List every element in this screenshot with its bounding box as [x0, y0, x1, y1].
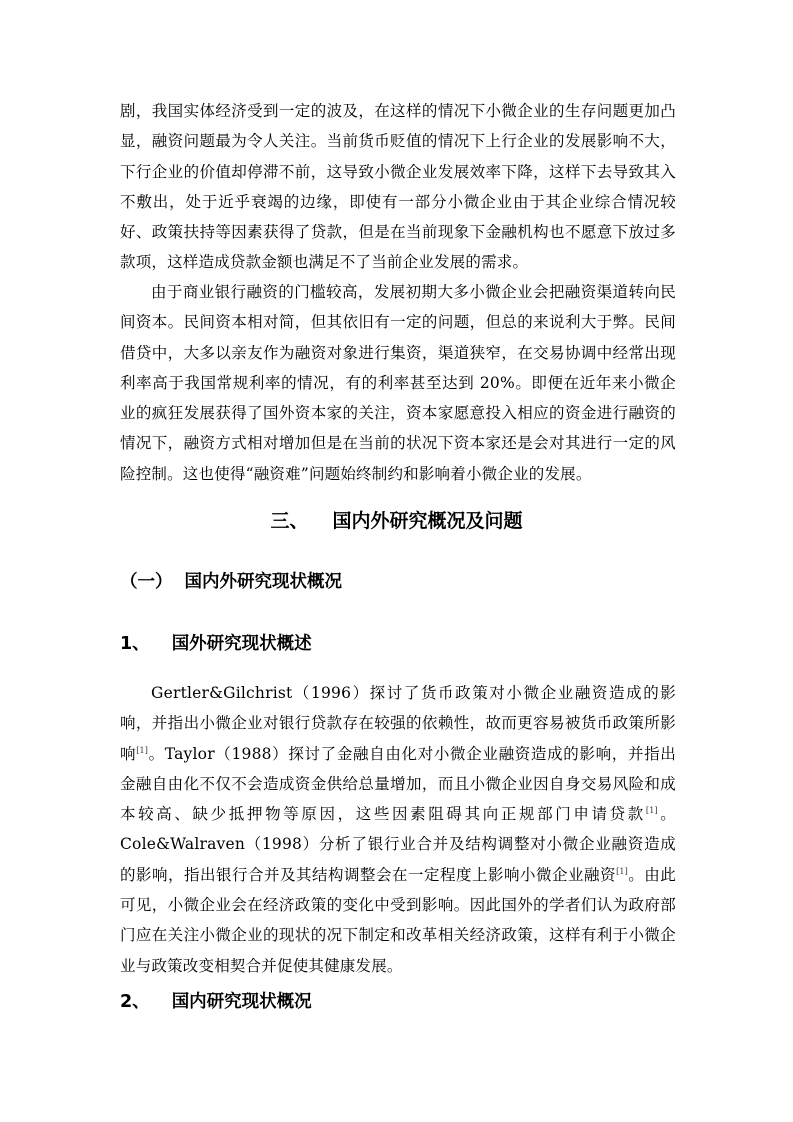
item-title: 国外研究现状概述 — [171, 634, 312, 654]
citation-marker[interactable]: [1] — [136, 745, 149, 755]
item-number: 1、 — [120, 634, 150, 654]
subsection-heading-1 — [120, 570, 342, 594]
subsection-number: （一） — [120, 572, 173, 592]
subsection-title: 国内外研究现状概况 — [184, 572, 342, 592]
paragraph-intro-continuation: 剧，我国实体经济受到一定的波及，在这样的情况下小微企业的生存问题更加凸显，融资问题最为令人关注。当前货币贬值的情况下上行企业的发展影响不大，下行企业的价值却停滞不前，这导致小微企业发展效率下降，这样下去导致其入不敷出，处于近乎衰竭的边缘，即使有一部分小微企业由于其企业综合情况较好、政策扶持等因素获得了贷款，但是在当前现象下金融机构也不愿意下放过多款项，这样造成贷款金额也满足不了当前企业发展的需求。 — [120, 102, 676, 272]
citation-marker[interactable]: [1] — [645, 806, 658, 816]
item-number: 2、 — [120, 992, 150, 1012]
text-segment: Gertler&Gilchrist（1996）探讨了货币政策对小微企业融资造成的影响，并指出小微企业对银行贷款存在较强的依赖性，故而更容易被货币政策所影响 — [120, 684, 676, 763]
paragraph-foreign-research — [120, 678, 676, 981]
item-heading-2 — [120, 990, 312, 1014]
text-segment: 。Taylor（1988）探讨了金融自由化对小微企业融资造成的影响，并指出金融自由化不仅不会造成资金供给总量增加，而且小微企业因自身交易风险和成本较高、缺少抵押物等原因，这些因素阻碍其向正规部门申请贷款 — [120, 744, 677, 824]
citation-marker[interactable]: [1] — [616, 866, 628, 876]
section-number: 三、 — [270, 510, 309, 532]
item-heading-1 — [120, 632, 312, 656]
section-heading-3 — [0, 508, 793, 534]
section-title: 国内外研究概况及问题 — [332, 510, 523, 532]
paragraph-private-capital: 由于商业银行融资的门槛较高，发展初期大多小微企业会把融资渠道转向民间资本。民间资本相对简，但其依旧有一定的问题，但总的来说利大于弊。民间借贷中，大多以亲友作为融资对象进行集资，渠道狭窄，在交易协调中经常出现利率高于我国常规利率的情况，有的利率甚至达到 20%。即便在近年来小微企业的疯狂发展获得了国外资本家的关注，资本家愿意投入相应的资金进行融资的情况下，融资方式相对增加但是在当前的状况下资本家还是会对其进行一定的风险控制。这也使得“融资难”问题始终制约和影响着小微企业的发展。 — [120, 283, 676, 483]
text-segment: 。由此可见，小微企业会在经济政策的变化中受到影响。因此国外的学者们认为政府部门应在关注小微企业的现状的况下制定和改革相关经济政策，这样有利于小微企业与政策改变相契合并促使其健康发展。 — [120, 865, 677, 975]
text-segment: 。Cole&Walraven（1998）分析了银行业合并及结构调整对小微企业融资造成的影响，指出银行合并及其结构调整会在一定程度上影响小微企业融资 — [120, 805, 676, 884]
item-title: 国内研究现状概况 — [171, 992, 312, 1012]
